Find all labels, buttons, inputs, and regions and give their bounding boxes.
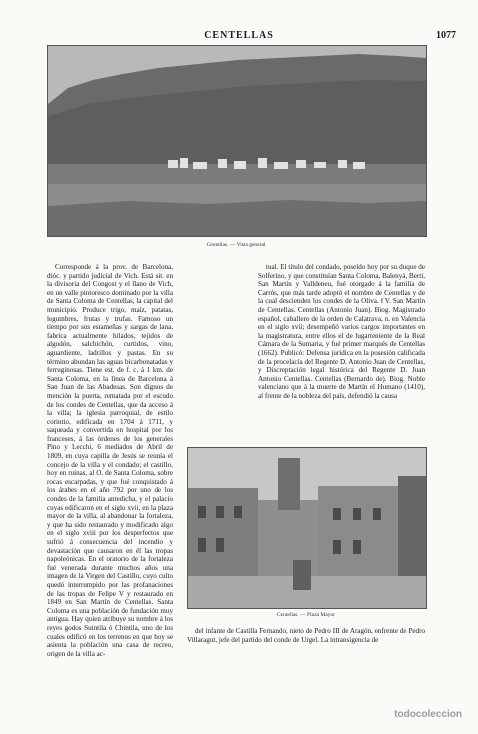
figure-caption-1: Centellas. — Vista general xyxy=(206,242,266,248)
running-title: CENTELLAS xyxy=(204,30,274,41)
left-column-text xyxy=(47,263,173,694)
landscape-photo-image xyxy=(48,46,426,236)
town-square-photo-image xyxy=(188,448,426,608)
paragraph: del infante de Castilla Fernando, nieto de Pedro III de Aragón, enfrente de Pedro Villaragut, jefe del partido del conde de Urgel. La intransigencia de xyxy=(187,627,425,644)
paragraph: tual. El título del condado, poseído hoy por su duque de Solferino, y que constituían Santa Coloma, Balenyá, Berti, San Martín y Valldeneu, fué otorgado á la familia de Carrós, que más tarde adoptó el nombre de Centellas y de la cual descienden los condes de la Oliva. ‖ V. San Martín de Centellas. Centellas (Antonio Juan). Biog. Magistrado español, caballero de la orden de Calatrava, n. en Valencia en el siglo xvii; desempeñó varios cargos importantes en la magistratura, entre ellos el de lugarteniente de la Real Cámara de la Sumaria, y fué primer marqués de Centellas (1662). Publicó: Defensa jurídica en la posesión calificada de la procelacía del Regente D. Antonio Juan de Centellas, y Discreptación legal histórica del Regente D. Juan Antonio Centellas. Centellas (Bernardo de). Biog. Noble valenciano que á la muerte de Martín el Humano (1410), al frente de la nobleza del país, defendió la causa xyxy=(258,263,425,400)
figure-caption-2: Centellas. — Plaza Mayor xyxy=(276,612,336,618)
watermark: todocoleccion xyxy=(394,709,462,720)
bottom-column-text xyxy=(187,627,425,695)
town-square-photo xyxy=(187,447,427,609)
paragraph: Corresponde á la prov. de Barcelona, dióc. y partido judicial de Vich. Está sit. en la divisoria del Congost y el llano de Vich, en un valle pintoresco dominado por la villa de Santa Coloma de Centellas, la capital del municipio. Produce trigo, maíz, patatas, legumbres, frutas y trufas. Famoso un tiempo por sus estameñas y sargas de lana, fabrica actualmente hilados, tejidos de algodón, salchichón, curtidos, vino, aguardiente, ladrillos y pastas. En su término abundan las aguas bicarbonatadas y ferruginosas. Tiene est. de f. c. á 1 km. de Santa Coloma, en la línea de Barcelona á San Juan de las Abadesas. Son dignos de mención la puerta, rematada por el escudo de los condes de Centellas, que da acceso á la villa; la iglesia parroquial, de estilo corintio, edificada en 1704 á 1711, y saqueada y convertida en hospital por los franceses, á las órdenes de los generales Pino y Lecchi, 6 mediados de Abril de 1809, en cuya capilla de Jesús se reunía el concejo de la villa y el condado; el castillo, hoy en ruinas, al O. de Santa Coloma, sobre rocas escarpadas, y que fué conquistado á los árabes en el año 792 por uno de los condes de la familia antedicha, y el palacio cuyas edificaron en el siglo xvii, en la plaza mayor de la villa, al abandonar la fortaleza, y que ha sido restaurado y modificado algo en el siglo xviii por los desperfectos que sufrió á consecuencia del incendio y devastación que causaron en él las tropas napoleónicas. En el oratorio de la fortaleza fué venerada durante muchos años una imagen de la Virgen del Castillo, cuyo culto quedó interrumpido por las profanaciones de las tropas de Felipe V y restaurado en 1849 en San Martín de Centellas. Santa Coloma es una población de fundación muy antigua. Hay quien atribuye su nombre á los reyes godos Suintila ó Chintila, uno de los cuales edificó en los terrenos en que hoy se asienta la población una casa de recreo, origen de la villa ac- xyxy=(47,263,173,658)
right-column-text xyxy=(258,263,425,441)
page-header xyxy=(0,30,478,44)
landscape-photo xyxy=(47,45,427,237)
page-number: 1077 xyxy=(436,30,456,41)
